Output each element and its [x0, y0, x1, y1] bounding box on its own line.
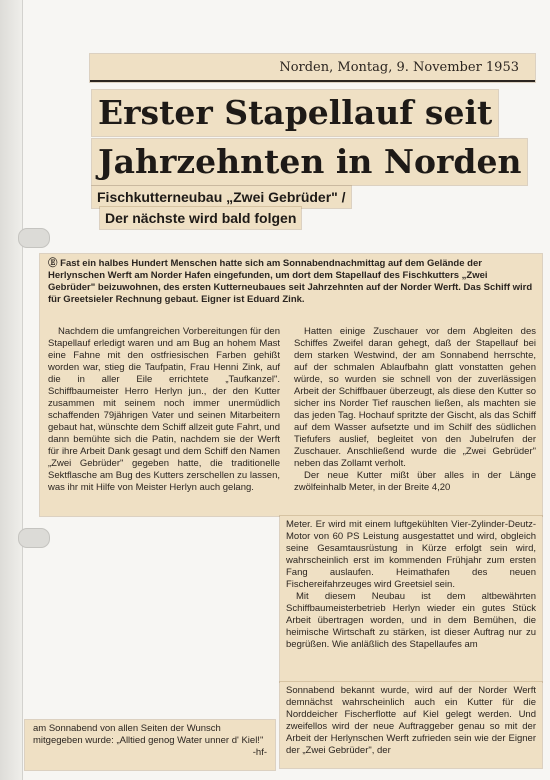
paragraph: Hatten einige Zuschauer vor dem Abgleiten des Schiffes Zweifel daran gehegt, daß der Stapellauf bei dem starken Westwind, der am Sonnabend herrschte, auf der schmalen Ablaufbahn glatt vonstatten gehen würde, so wurden sie schnell von der zuverlässigen Arbeit der Schiffbauer überzeugt, als diese den Kutter so sicher ins Norder Tief rauschen ließen, als machten sie das jeden Tag. Hochauf spritzte der Gischt, als das Schiff auf dem Wasser aufsetzte und im Schilf des südlichen Tiefufers auslief, begleitet von den Jubelrufen der Zuschauer. Anschließend wurde die „Zwei Gebrüder" neben das Zollamt verholt.: [294, 326, 536, 469]
author-signature: -hf-: [252, 747, 267, 758]
punch-hole: [18, 228, 50, 248]
article-column-2: [294, 326, 536, 494]
paragraph: am Sonnabend von allen Seiten der Wunsch mitgegeben wurde: „Alltied genog Water unner d' Kiel!": [33, 723, 264, 746]
article-column-1: [48, 326, 280, 494]
headline-line-2: Jahrzehnten in Norden: [92, 139, 527, 185]
paragraph: Sonnabend bekannt wurde, wird auf der Norder Werft demnächst wahrscheinlich auch ein Kutter für die Norddeicher Fischerflotte auf Kiel gelegt werden. Und zweifellos wird der neue Auftraggeber genau so mit der Arbeit der Herlynschen Werft zufrieden sein wie der Eigner der „Zwei Gebrüder", der: [286, 685, 536, 756]
subheadline-line-2: Der nächste wird bald folgen: [100, 207, 301, 229]
paragraph: Der neue Kutter mißt über alles in der Länge zwölfeinhalb Meter, in der Breite 4,20: [294, 470, 536, 493]
lead-paragraph: Ⓔ Fast ein halbes Hundert Menschen hatte sich am Sonnabendnachmittag auf dem Gelände der Herlynschen Werft am Norder Hafen eingefunden, um dort dem Stapellauf des Fischkutters „Zwei Gebrüder" beizuwohnen, des ersten Kutterneubaues seit Jahrzehnten auf der Norder Werft. Das Schiff wird für Greetsieler Rechnung gebaut. Eigner ist Eduard Zink.: [48, 258, 533, 305]
article-body: [40, 254, 542, 516]
paragraph: Nachdem die umfangreichen Vorbereitungen für den Stapellauf erledigt waren und am Bug an hohem Mast eine Fahne mit den ostfriesischen Farben gehißt worden war, stieg die Taufpatin, Frau Henni Zink, auf die in aller Eile errichtete „Taufkanzel". Schiffbaumeister Herro Herlyn jun., der den Kutter zusammen mit seinem noch immer unermüdlich schaffenden 79jährigen Vater und seinen Mitarbeitern gebaut hat, wünschte dem Schiff allzeit gute Fahrt, und dann bemühte sich die Patin, nachdem sie der Werft für ihre Arbeit Dank gesagt und dem Schiff den Namen „Zwei Gebrüder" gegeben hatte, die traditionelle Sektflasche am Bug des Kutters zerschellen zu lassen, was ihr mit Hilfe von Meister Herlyn auch gelang.: [48, 326, 280, 493]
dateline: Norden, Montag, 9. November 1953: [90, 54, 535, 82]
article-ending-fragment: [25, 720, 275, 770]
paragraph: Mit diesem Neubau ist dem altbewährten Schiffbaumeisterbetrieb Herlyn wieder ein gutes Stück Arbeit übertragen worden, und in dem Bemühen, die heimische Wirtschaft zu stärken, ist dieser Auftrag nur zu begrüßen. Wie anläßlich des Stapellaufes am: [286, 591, 536, 650]
subheadline-line-1: Fischkutterneubau „Zwei Gebrüder" /: [92, 186, 351, 208]
punch-hole: [18, 528, 50, 548]
article-column-3: [280, 516, 542, 682]
paragraph: Meter. Er wird mit einem luftgekühlten Vier-Zylinder-Deutz-Motor von 60 PS Leistung ausgestattet und wird, obgleich seine Gesamtausrüstung in Kürze erfolgt sein wird, wahrscheinlich erst im kommenden Frühjahr zum ersten Fang auslaufen. Heimathafen des neuen Fischereifahrzeuges wird Greetsiel sein.: [286, 519, 536, 590]
headline-line-1: Erster Stapellauf seit: [92, 90, 498, 136]
article-column-4: [280, 682, 542, 768]
